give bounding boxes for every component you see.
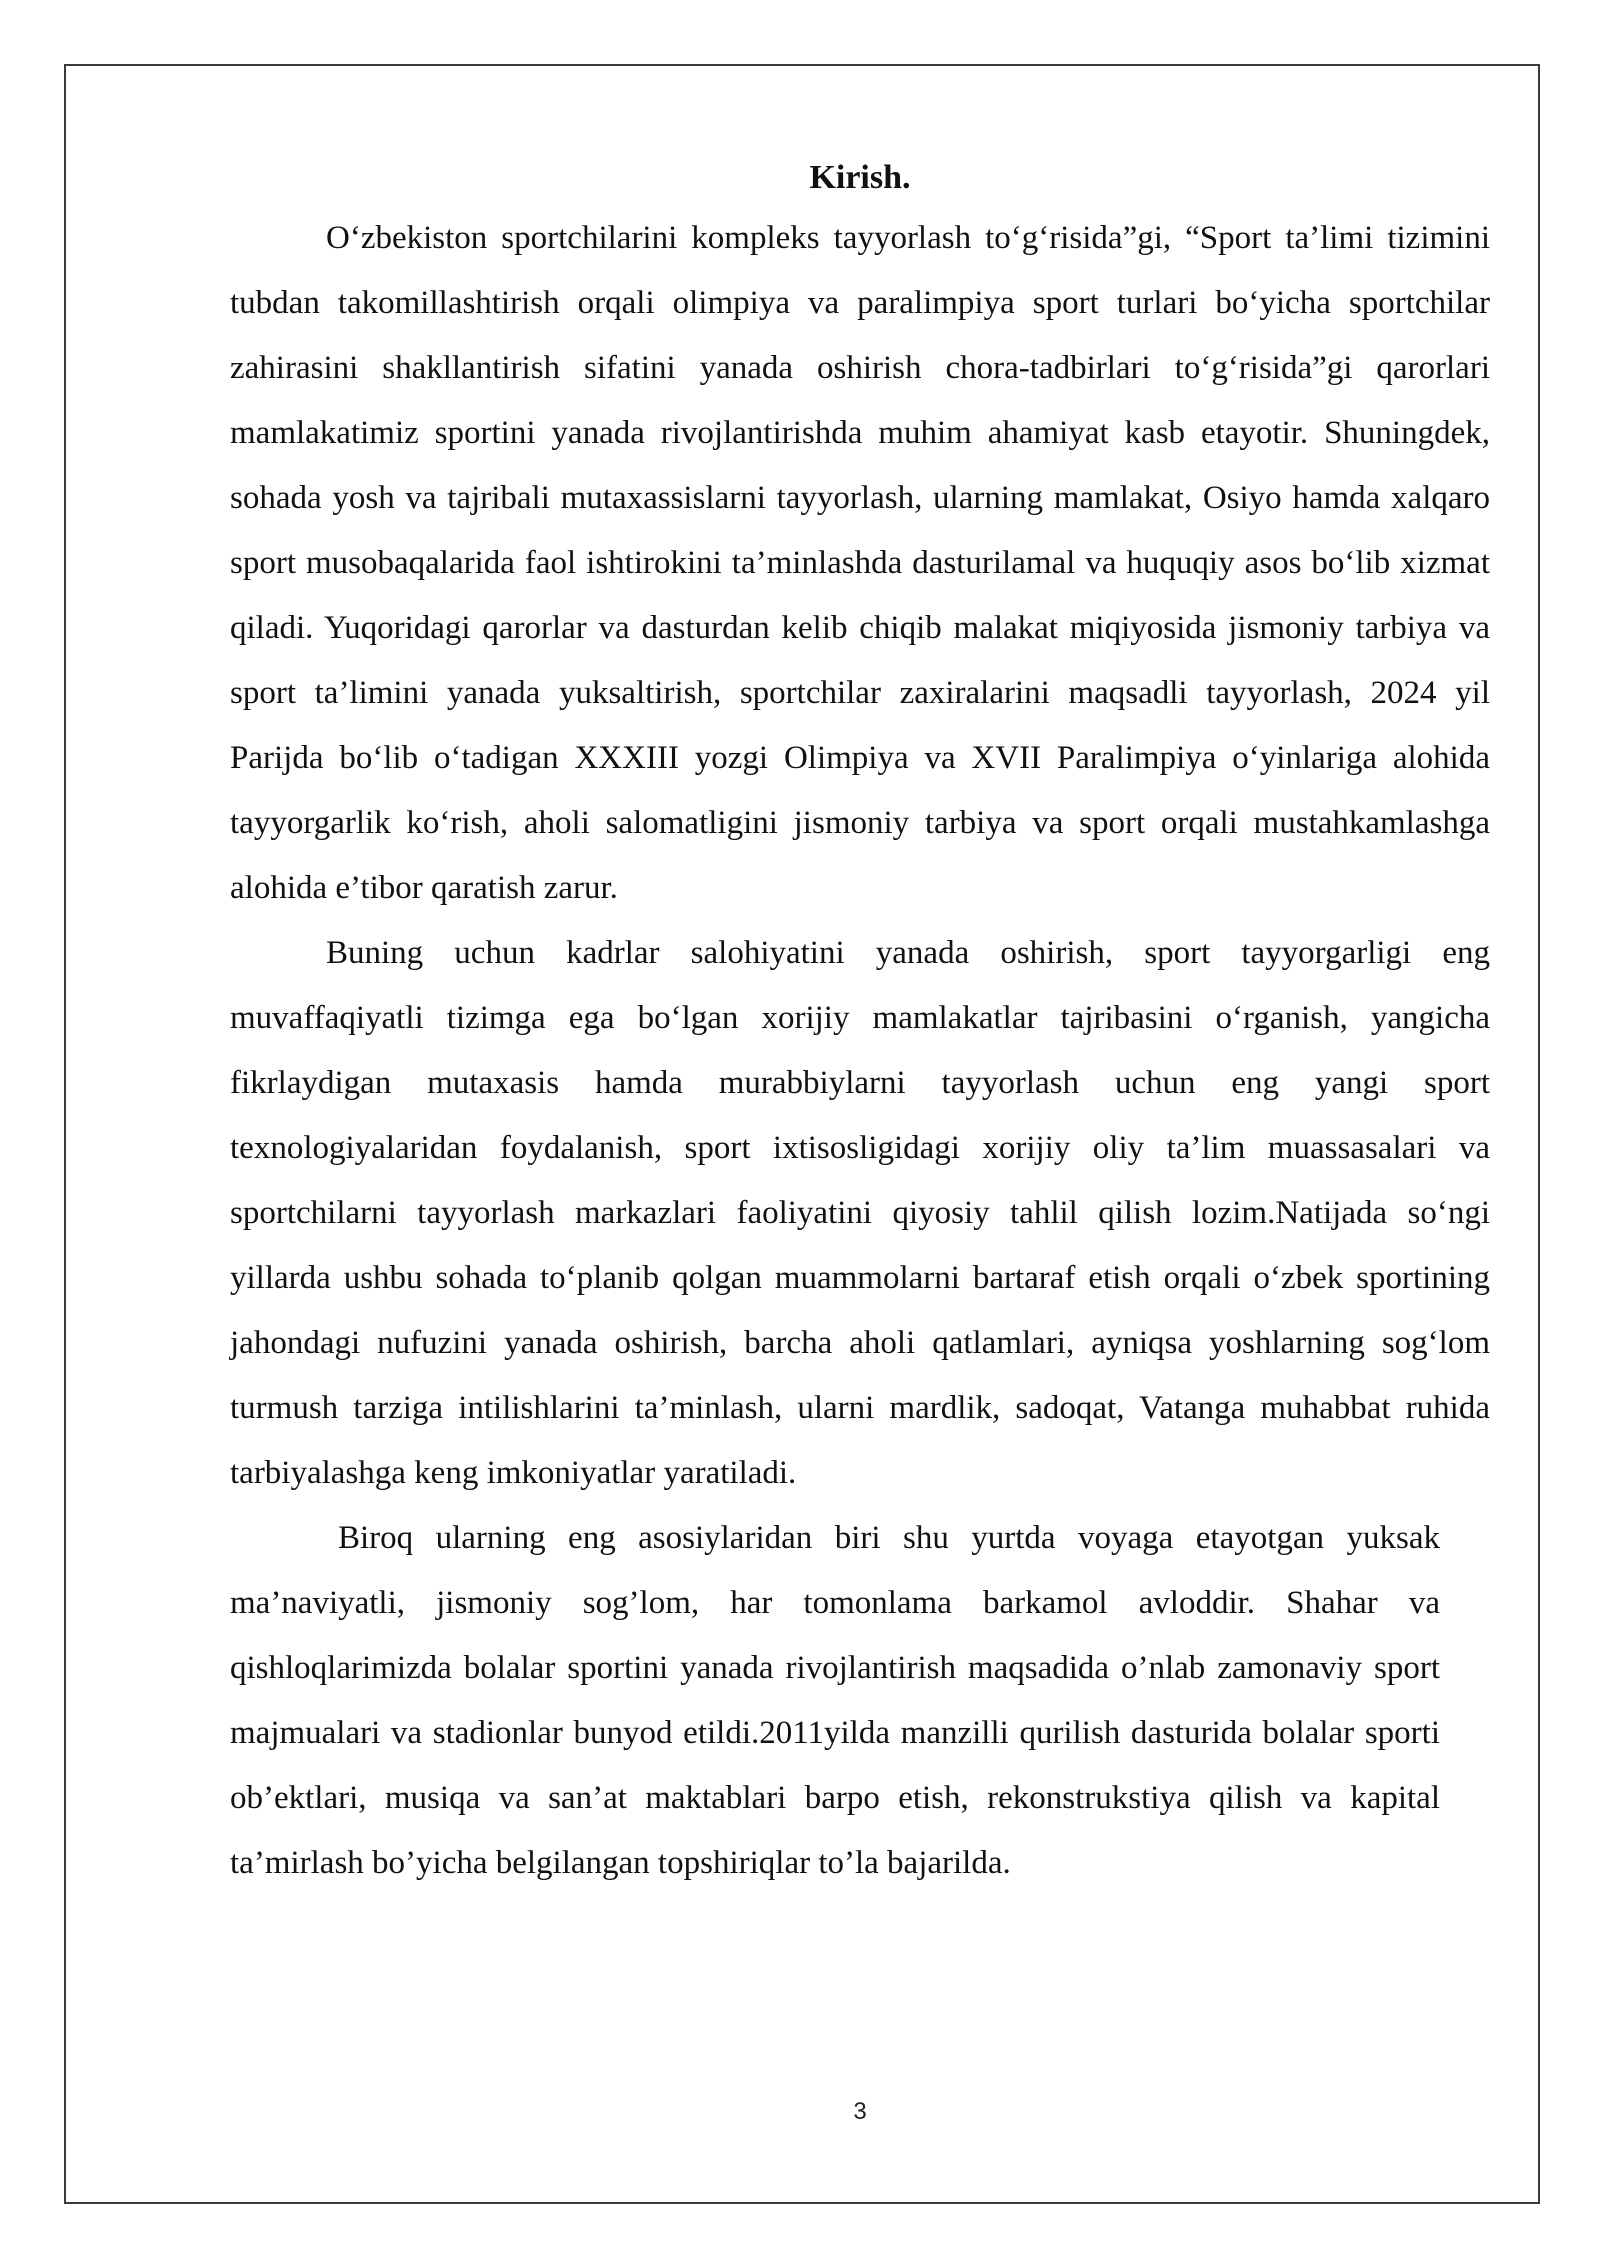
document-body (230, 150, 1490, 1896)
page-number: 3 (853, 2098, 867, 2125)
paragraph-2: Buning uchun kadrlar salohiyatini yanada oshirish, sport tayyorgarligi eng muvaffaqiyatli tizimga ega bo‘lgan xorijiy mamlakatlar tajribasini o‘rganish, yangicha fikrlaydigan mutaxasis hamda murabbiylarni tayyorlash uchun eng yangi sport texnologiyalaridan foydalanish, sport ixtisosligidagi xorijiy oliy ta’lim muassasalari va sportchilarni tayyorlash markazlari faoliyatini qiyosiy tahlil qilish lozim.Natijada so‘ngi yillarda ushbu sohada to‘planib qolgan muammolarni bartaraf etish orqali o‘zbek sportining jahondagi nufuzini yanada oshirish, barcha aholi qatlamlari, ayniqsa yoshlarning sog‘lom turmush tarziga intilishlarini ta’minlash, ularni mardlik, sadoqat, Vatanga muhabbat ruhida tarbiyalashga keng imkoniyatlar yaratiladi. (230, 935, 1490, 1491)
paragraph-3: Biroq ularning eng asosiylaridan biri shu yurtda voyaga etayotgan yuksak ma’naviyatli, jismoniy sog’lom, har tomonlama barkamol avloddir. Shahar va qishloqlarimizda bolalar sportini yanada rivojlantirish maqsadida o’nlab zamonaviy sport majmualari va stadionlar bunyod etildi.2011yilda manzilli qurilish dasturida bolalar sporti ob’ektlari, musiqa va san’at maktablari barpo etish, rekonstrukstiya qilish va kapital ta’mirlash bo’yicha belgilangan topshiriqlar to’la bajarilda. (230, 1520, 1440, 1881)
paragraph-1: O‘zbekiston sportchilarini kompleks tayyorlash to‘g‘risida”gi, “Sport ta’limi tizimini tubdan takomillashtirish orqali olimpiya va paralimpiya sport turlari bo‘yicha sportchilar zahirasini shakllantirish sifatini yanada oshirish chora-tadbirlari to‘g‘risida”gi qarorlari mamlakatimiz sportini yanada rivojlantirishda muhim ahamiyat kasb etayotir. Shuningdek, sohada yosh va tajribali mutaxassislarni tayyorlash, ularning mamlakat, Osiyo hamda xalqaro sport musobaqalarida faol ishtirokini ta’minlashda dasturilamal va huquqiy asos bo‘lib xizmat qiladi. Yuqoridagi qarorlar va dasturdan kelib chiqib malakat miqiyosida jismoniy tarbiya va sport ta’limini yanada yuksaltirish, sportchilar zaxiralarini maqsadli tayyorlash, 2024 yil Parijda bo‘lib o‘tadigan XXXIII yozgi Olimpiya va XVII Paralimpiya o‘yinlariga alohida tayyorgarlik ko‘rish, aholi salomatligini jismoniy tarbiya va sport orqali mustahkamlashga alohida e’tibor qaratish zarur. (230, 220, 1490, 906)
page-title: Kirish. (809, 159, 911, 196)
